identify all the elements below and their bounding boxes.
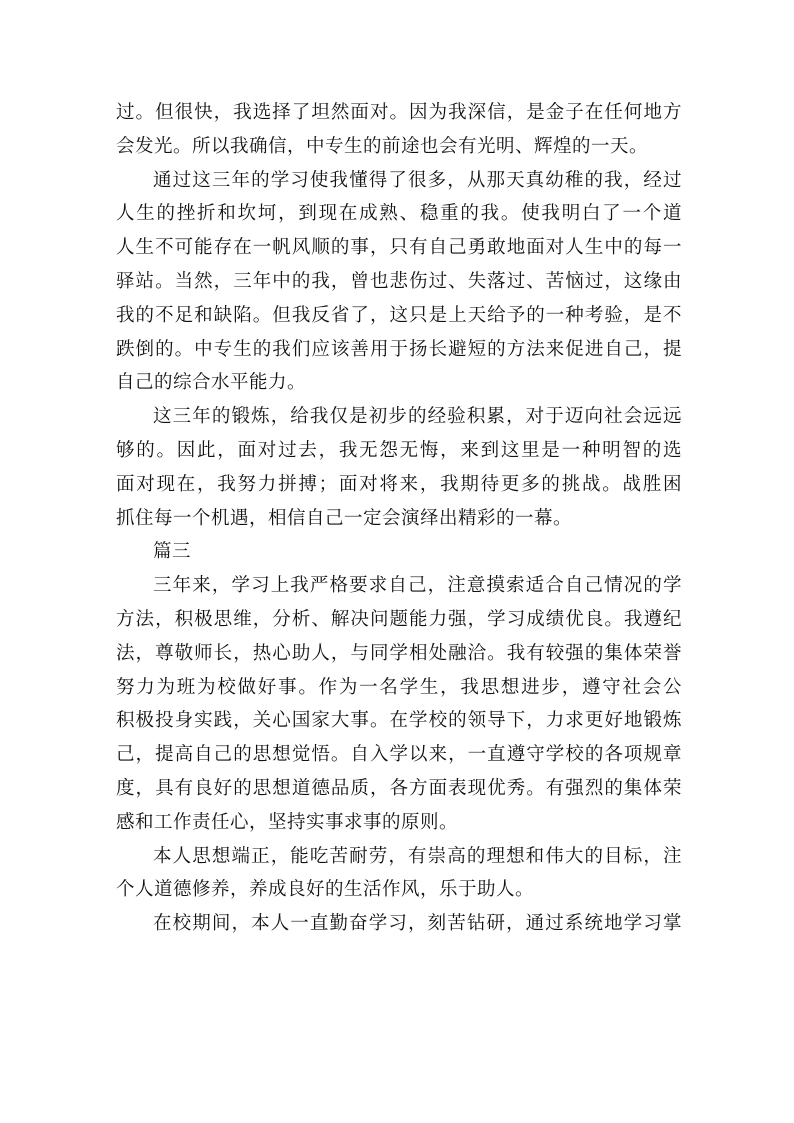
text-line: 面对现在，我努力拼搏；面对将来，我期待更多的挑战。战胜困 bbox=[116, 473, 682, 495]
text-line: 会发光。所以我确信，中专生的前途也会有光明、辉煌的一天。 bbox=[116, 135, 649, 157]
text-line: 人生不可能存在一帆风顺的事，只有自己勇敢地面对人生中的每一 bbox=[116, 237, 682, 259]
text-line: 跌倒的。中专生的我们应该善用于扬长避短的方法来促进自己，提 bbox=[116, 338, 682, 360]
text-line: 自己的综合水平能力。 bbox=[116, 372, 307, 394]
text-line: 法，尊敬师长，热心助人，与同学相处融洽。我有较强的集体荣誉 bbox=[116, 642, 682, 664]
text-line: 在校期间，本人一直勤奋学习，刻苦钻研，通过系统地学习掌 bbox=[153, 913, 682, 935]
text-line: 度，具有良好的思想道德品质，各方面表现优秀。有强烈的集体荣 bbox=[116, 777, 682, 799]
text-line: 个人道德修养，养成良好的生活作风，乐于助人。 bbox=[116, 879, 535, 901]
text-line: 抓住每一个机遇，相信自己一定会演绎出精彩的一幕。 bbox=[116, 507, 573, 529]
text-line: 通过这三年的学习使我懂得了很多，从那天真幼稚的我，经过 bbox=[153, 169, 682, 191]
text-line: 过。但很快，我选择了坦然面对。因为我深信，是金子在任何地方 bbox=[116, 102, 682, 123]
text-line: 本人思想端正，能吃苦耐劳，有崇高的理想和伟大的目标，注 bbox=[153, 845, 682, 867]
text-line: 努力为班为校做好事。作为一名学生，我思想进步，遵守社会公 bbox=[116, 676, 682, 698]
text-line: 够的。因此，面对过去，我无怨无悔，来到这里是一种明智的选 bbox=[116, 439, 682, 461]
text-line: 方法，积极思维，分析、解决问题能力强，学习成绩优良。我遵纪 bbox=[116, 608, 682, 630]
document-body bbox=[116, 96, 682, 941]
text-line: 驿站。当然，三年中的我，曾也悲伤过、失落过、苦恼过，这缘由 bbox=[116, 270, 682, 292]
text-line: 三年来，学习上我严格要求自己，注意摸索适合自己情况的学 bbox=[153, 575, 682, 597]
text-line: 这三年的锻炼，给我仅是初步的经验积累，对于迈向社会远远 bbox=[153, 406, 682, 428]
text-line: 感和工作责任心，坚持实事求事的原则。 bbox=[116, 811, 459, 833]
text-line: 积极投身实践，关心国家大事。在学校的领导下，力求更好地锻炼 bbox=[116, 710, 682, 732]
text-line: 我的不足和缺陷。但我反省了，这只是上天给予的一种考验，是不 bbox=[116, 304, 682, 326]
text-line: 篇三 bbox=[153, 541, 192, 563]
text-line: 己，提高自己的思想觉悟。自入学以来，一直遵守学校的各项规章 bbox=[116, 744, 682, 766]
text-line: 人生的挫折和坎坷，到现在成熟、稳重的我。使我明白了一个道 bbox=[116, 203, 682, 225]
